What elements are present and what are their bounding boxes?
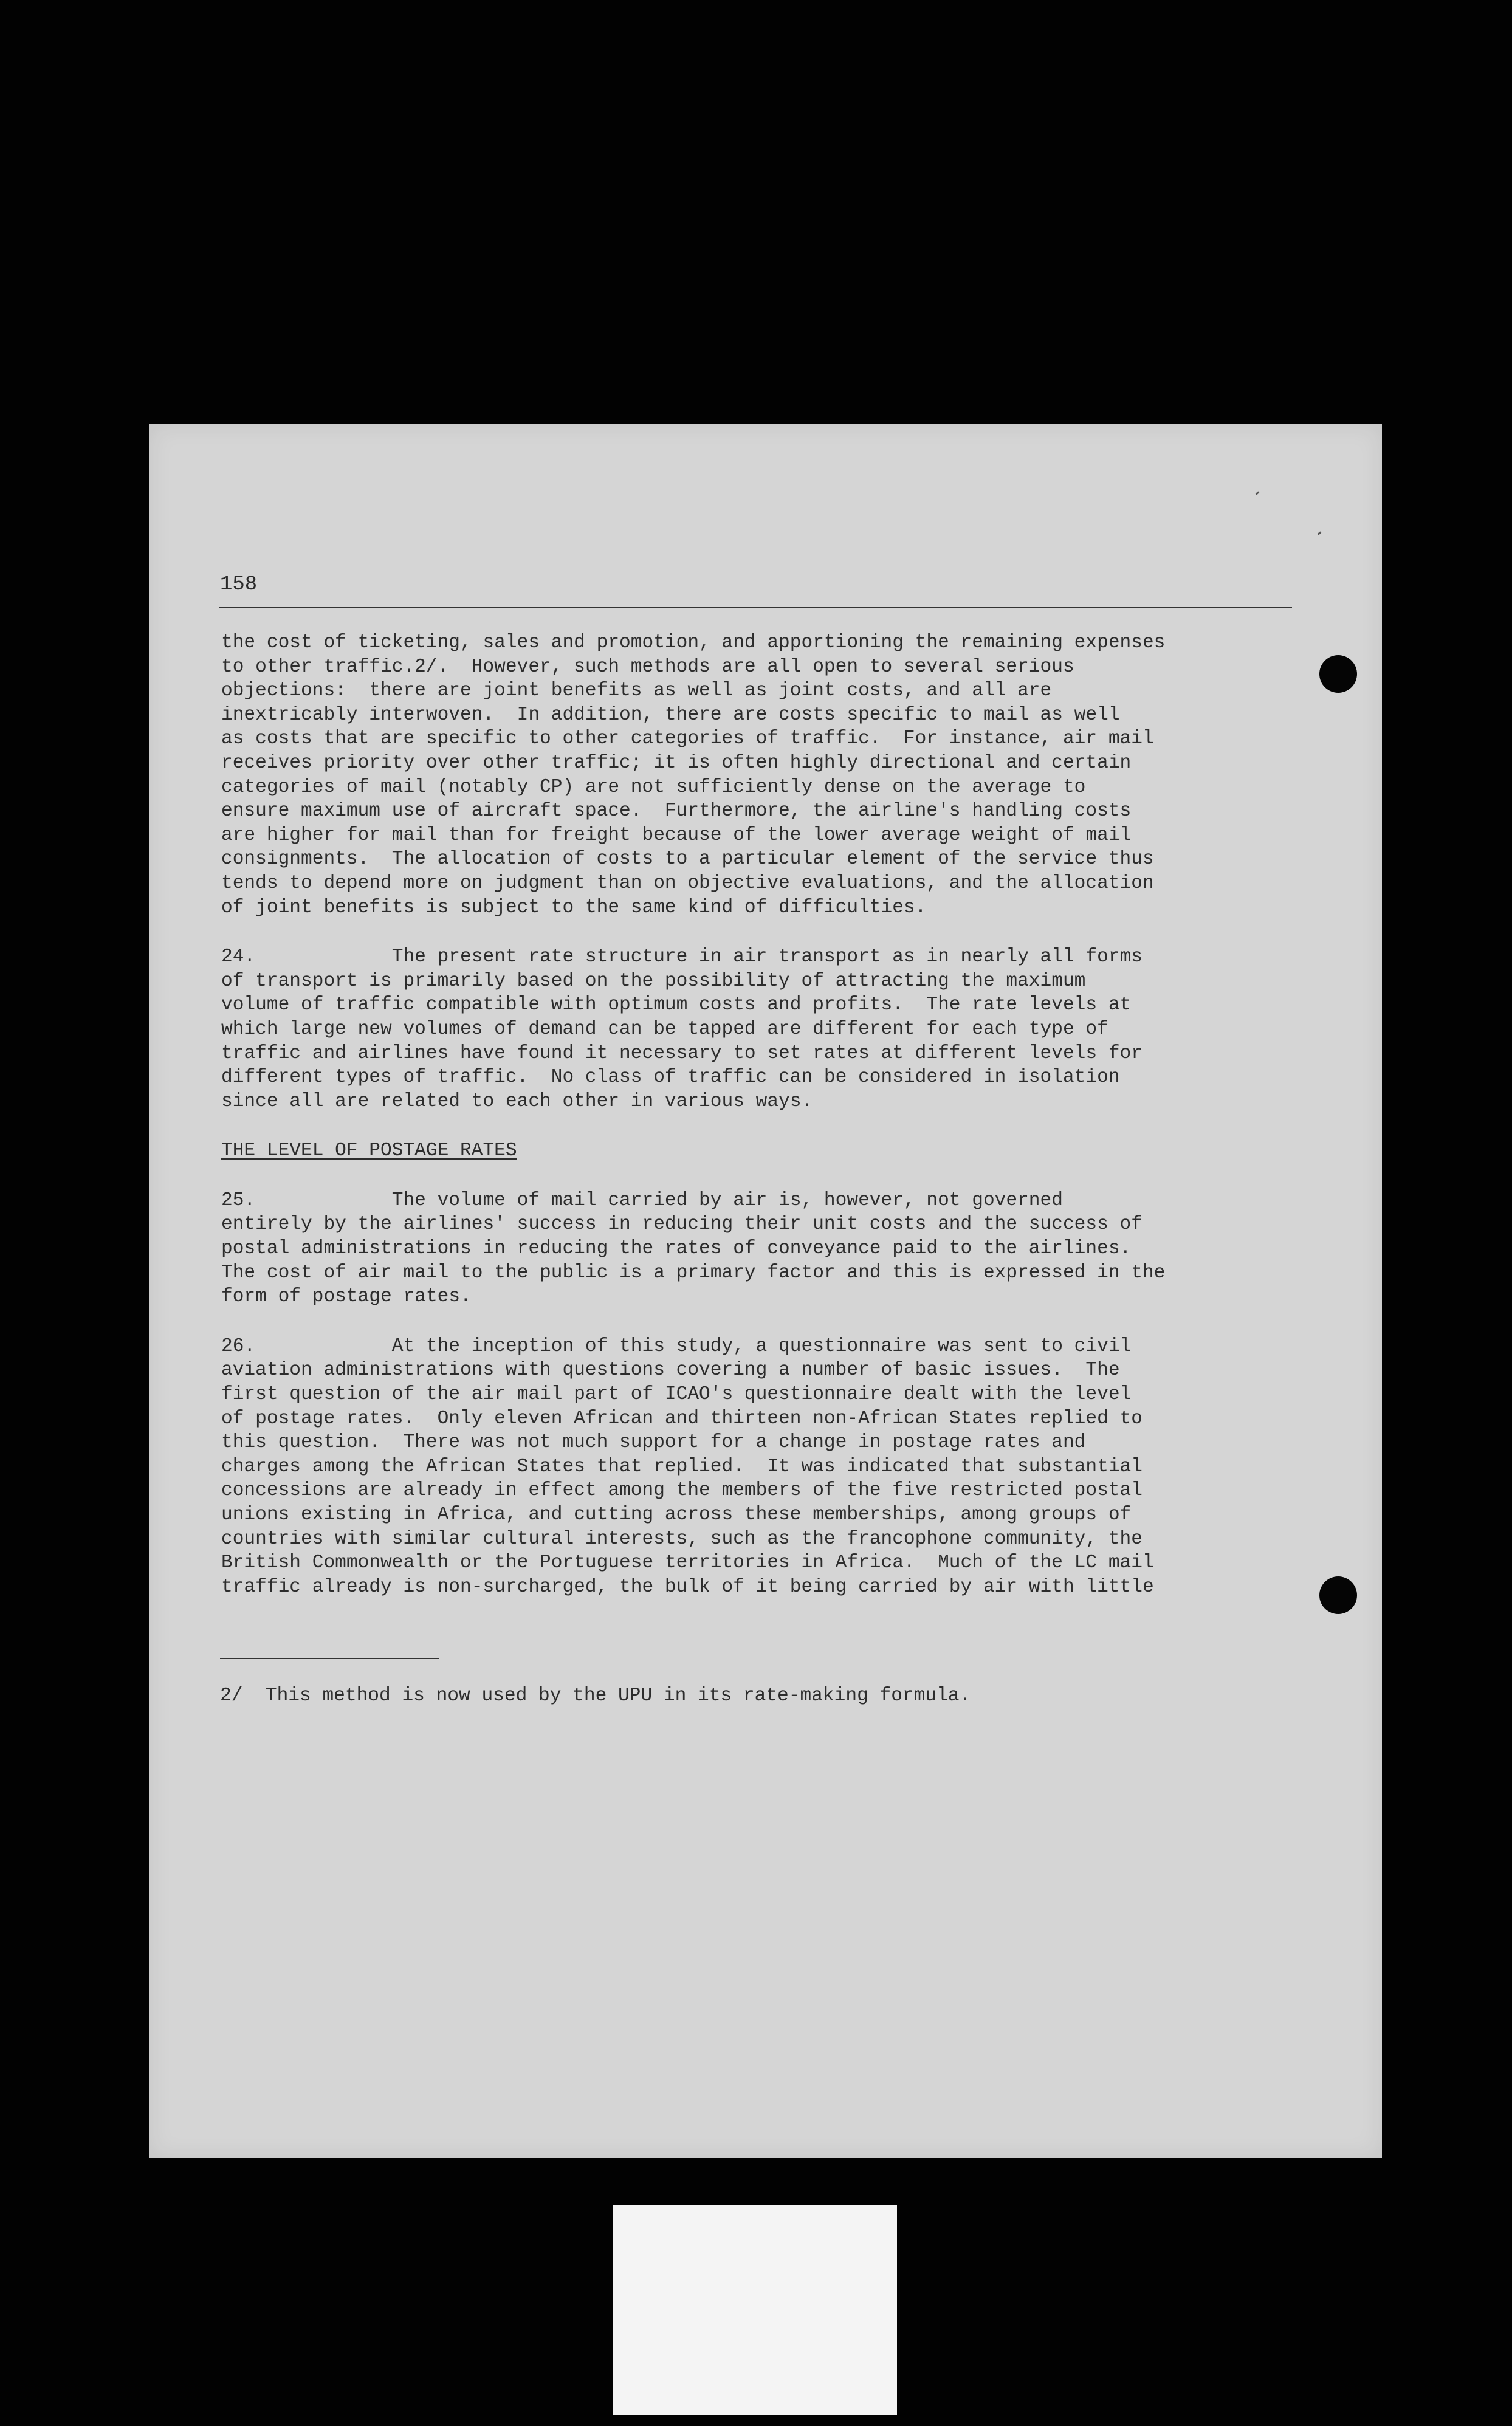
paragraph-26 bbox=[221, 1335, 1230, 1600]
text-line: ensure maximum use of aircraft space. Furthermore, the airline's handling costs bbox=[221, 800, 1132, 822]
section-heading: THE LEVEL OF POSTAGE RATES bbox=[221, 1140, 517, 1162]
text-line: countries with similar cultural interests, such as the francophone community, the bbox=[221, 1528, 1143, 1550]
text-line: traffic already is non-surcharged, the bulk of it being carried by air with little bbox=[221, 1576, 1154, 1598]
text-line: are higher for mail than for freight because of the lower average weight of mail bbox=[221, 824, 1132, 846]
text-line: objections: there are joint benefits as well as joint costs, and all are bbox=[221, 680, 1052, 702]
text-line: tends to depend more on judgment than on objective evaluations, and the allocation bbox=[221, 872, 1154, 894]
paragraph-25 bbox=[221, 1189, 1230, 1309]
paragraph-24 bbox=[221, 945, 1230, 1113]
text-line: volume of traffic compatible with optimum costs and profits. The rate levels at bbox=[221, 994, 1132, 1016]
text-line: of joint benefits is subject to the same kind of difficulties. bbox=[221, 896, 927, 918]
text-line: unions existing in Africa, and cutting across these memberships, among groups of bbox=[221, 1504, 1132, 1525]
document-page bbox=[149, 424, 1382, 2158]
text-line: the cost of ticketing, sales and promotion, and apportioning the remaining expenses bbox=[221, 632, 1166, 653]
paragraph-gap bbox=[221, 919, 1230, 945]
blank-card bbox=[613, 2205, 897, 2415]
text-line: 26. At the inception of this study, a questionnaire was sent to civil bbox=[221, 1335, 1132, 1357]
text-line: since all are related to each other in various ways. bbox=[221, 1090, 813, 1112]
speck-mark bbox=[1256, 491, 1260, 495]
footnote-rule bbox=[220, 1658, 439, 1659]
header-rule bbox=[219, 606, 1292, 608]
text-line: form of postage rates. bbox=[221, 1286, 472, 1308]
paragraph-gap bbox=[221, 1309, 1230, 1335]
text-line: as costs that are specific to other categories of traffic. For instance, air mail bbox=[221, 728, 1154, 750]
text-line: charges among the African States that replied. It was indicated that substantial bbox=[221, 1455, 1143, 1477]
text-line: first question of the air mail part of ICAO's questionnaire dealt with the level bbox=[221, 1384, 1132, 1406]
text-line: different types of traffic. No class of traffic can be considered in isolation bbox=[221, 1067, 1120, 1088]
text-line: aviation administrations with questions covering a number of basic issues. The bbox=[221, 1359, 1120, 1381]
footnote: 2/ This method is now used by the UPU in its rate-making formula. bbox=[220, 1685, 971, 1706]
text-line: concessions are already in effect among the members of the five restricted postal bbox=[221, 1480, 1143, 1502]
text-line: inextricably interwoven. In addition, there are costs specific to mail as well bbox=[221, 704, 1120, 726]
text-line: which large new volumes of demand can be tapped are different for each type of bbox=[221, 1018, 1108, 1040]
text-line: postal administrations in reducing the rates of conveyance paid to the airlines. bbox=[221, 1238, 1132, 1260]
text-line: consignments. The allocation of costs to a particular element of the service thus bbox=[221, 848, 1154, 870]
paragraph-gap bbox=[221, 1163, 1230, 1189]
speck-mark bbox=[1318, 531, 1322, 535]
text-line: of postage rates. Only eleven African and thirteen non-African States replied to bbox=[221, 1407, 1143, 1429]
text-line: to other traffic.2/. However, such methods are all open to several serious bbox=[221, 656, 1074, 678]
text-line: British Commonwealth or the Portuguese territories in Africa. Much of the LC mail bbox=[221, 1552, 1154, 1574]
paragraph-23-tail bbox=[221, 631, 1230, 919]
page-number: 158 bbox=[220, 573, 258, 596]
text-line: categories of mail (notably CP) are not sufficiently dense on the average to bbox=[221, 776, 1086, 798]
text-line: receives priority over other traffic; it is often highly directional and certain bbox=[221, 752, 1132, 774]
text-line: 25. The volume of mail carried by air is, however, not governed bbox=[221, 1189, 1063, 1211]
punch-hole-bottom bbox=[1319, 1576, 1357, 1614]
punch-hole-top bbox=[1319, 655, 1357, 693]
text-line: of transport is primarily based on the possibility of attracting the maximum bbox=[221, 970, 1086, 992]
text-line: entirely by the airlines' success in reducing their unit costs and the success of bbox=[221, 1214, 1143, 1235]
section-heading-row bbox=[221, 1139, 1230, 1163]
text-line: traffic and airlines have found it necessary to set rates at different levels for bbox=[221, 1042, 1143, 1064]
paragraph-gap bbox=[221, 1113, 1230, 1139]
text-line: 24. The present rate structure in air transport as in nearly all forms bbox=[221, 946, 1143, 968]
text-line: this question. There was not much support for a change in postage rates and bbox=[221, 1432, 1086, 1454]
body-text bbox=[221, 631, 1230, 1599]
text-line: The cost of air mail to the public is a primary factor and this is expressed in the bbox=[221, 1262, 1166, 1283]
